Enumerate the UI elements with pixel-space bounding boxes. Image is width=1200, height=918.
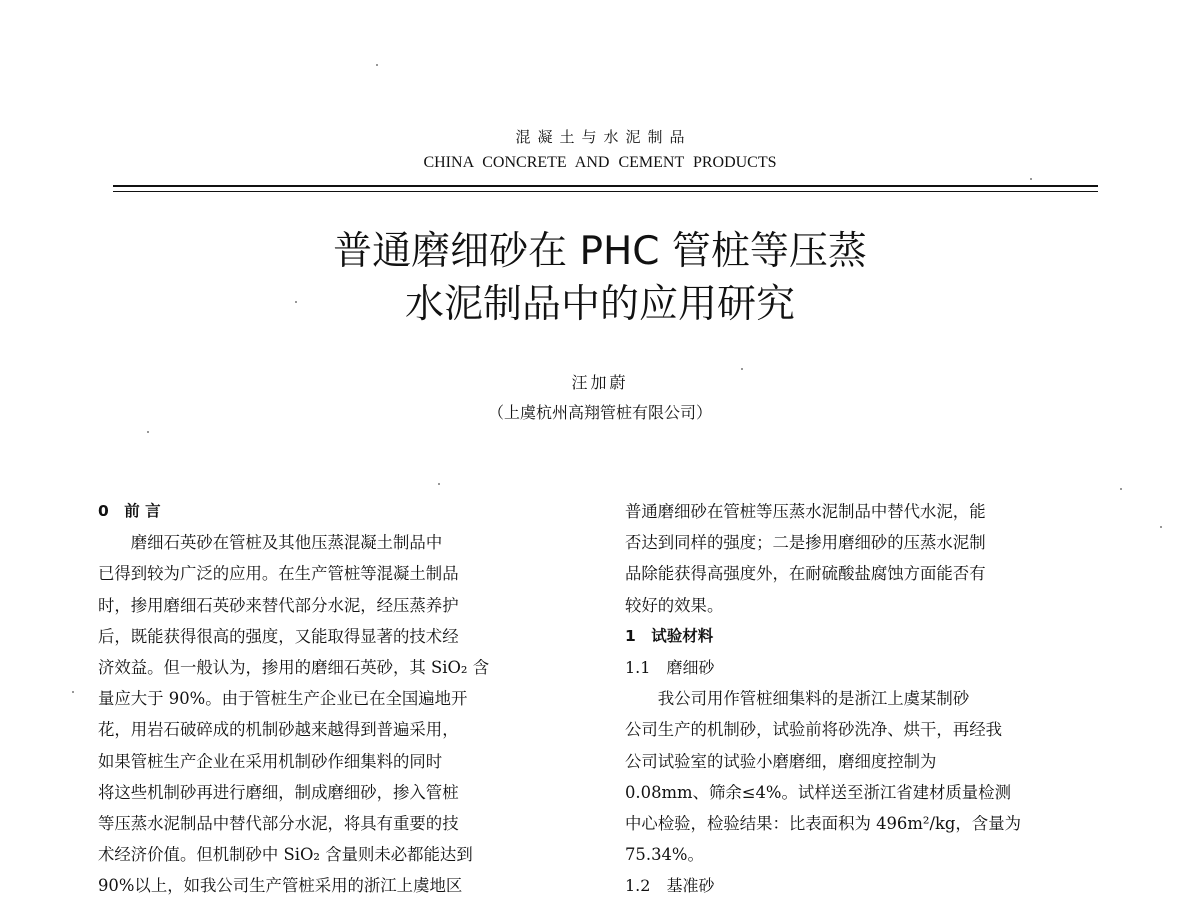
header-rule-thin — [113, 191, 1098, 192]
scan-speck — [1120, 488, 1122, 490]
right-column — [625, 496, 1111, 902]
scan-speck — [438, 483, 440, 485]
text-line: 已得到较为广泛的应用。在生产管桩等混凝土制品 — [98, 564, 459, 584]
scan-speck — [741, 368, 743, 370]
text-line: 济效益。但一般认为，掺用的磨细石英砂，其 SiO₂ 含 — [98, 658, 490, 678]
journal-title-en: CHINA CONCRETE AND CEMENT PRODUCTS — [423, 154, 777, 171]
scan-speck — [376, 64, 378, 66]
text-line: 0.08mm、筛余≤4%。试样送至浙江省建材质量检测 — [625, 782, 1011, 802]
title-line: 普通磨细砂在 PHC 管桩等压蒸 — [333, 229, 867, 274]
scan-speck — [72, 691, 74, 693]
author-name: 汪加蔚 — [571, 373, 629, 392]
subsection-heading: 1.2 基准砂 — [625, 876, 715, 896]
journal-title-cn: 混凝土与水泥制品 — [515, 128, 692, 146]
text-line: 术经济价值。但机制砂中 SiO₂ 含量则未必都能达到 — [98, 845, 473, 865]
section-heading: 0 前 言 — [98, 502, 161, 520]
text-line: 我公司用作管桩细集料的是浙江上虞某制砂 — [657, 689, 970, 709]
text-line: 时，掺用磨细石英砂来替代部分水泥，经压蒸养护 — [98, 595, 459, 615]
text-line: 公司生产的机制砂，试验前将砂洗净、烘干，再经我 — [625, 720, 1002, 740]
text-line: 品除能获得高强度外，在耐硫酸盐腐蚀方面能否有 — [625, 564, 986, 584]
left-column — [98, 496, 582, 902]
text-line: 如果管桩生产企业在采用机制砂作细集料的同时 — [98, 751, 443, 771]
text-line: 等压蒸水泥制品中替代部分水泥，将具有重要的技 — [98, 814, 459, 834]
text-line: 75.34%。 — [625, 845, 704, 865]
scan-speck — [147, 431, 149, 433]
text-line: 后，既能获得很高的强度，又能取得显著的技术经 — [98, 626, 459, 646]
text-line: 公司试验室的试验小磨磨细，磨细度控制为 — [625, 751, 937, 771]
section-heading: 1 试验材料 — [625, 626, 714, 645]
text-line: 较好的效果。 — [625, 595, 724, 615]
article-title — [0, 225, 1200, 331]
header-rule-thick — [113, 185, 1098, 187]
text-line: 花，用岩石破碎成的机制砂越来越得到普遍采用， — [98, 720, 459, 740]
text-line: 否达到同样的强度；二是掺用磨细砂的压蒸水泥制 — [625, 533, 986, 553]
text-line: 磨细石英砂在管桩及其他压蒸混凝土制品中 — [130, 533, 443, 553]
text-line: 普通磨细砂在管桩等压蒸水泥制品中替代水泥，能 — [625, 502, 986, 521]
text-line: 将这些机制砂再进行磨细，制成磨细砂，掺入管桩 — [98, 782, 459, 802]
text-line: 中心检验，检验结果：比表面积为 496m²/kg，含量为 — [625, 814, 1021, 834]
text-line: 90%以上，如我公司生产管桩采用的浙江上虞地区 — [98, 876, 463, 896]
subsection-heading: 1.1 磨细砂 — [625, 658, 715, 678]
journal-header — [0, 126, 1200, 172]
text-line: 量应大于 90%。由于管桩生产企业已在全国遍地开 — [98, 689, 468, 709]
scan-speck — [1160, 526, 1162, 528]
author-affiliation: （上虞杭州高翔管桩有限公司） — [487, 403, 712, 422]
scan-speck — [295, 301, 297, 303]
scan-speck — [1030, 178, 1032, 180]
title-line: 水泥制品中的应用研究 — [404, 282, 795, 327]
